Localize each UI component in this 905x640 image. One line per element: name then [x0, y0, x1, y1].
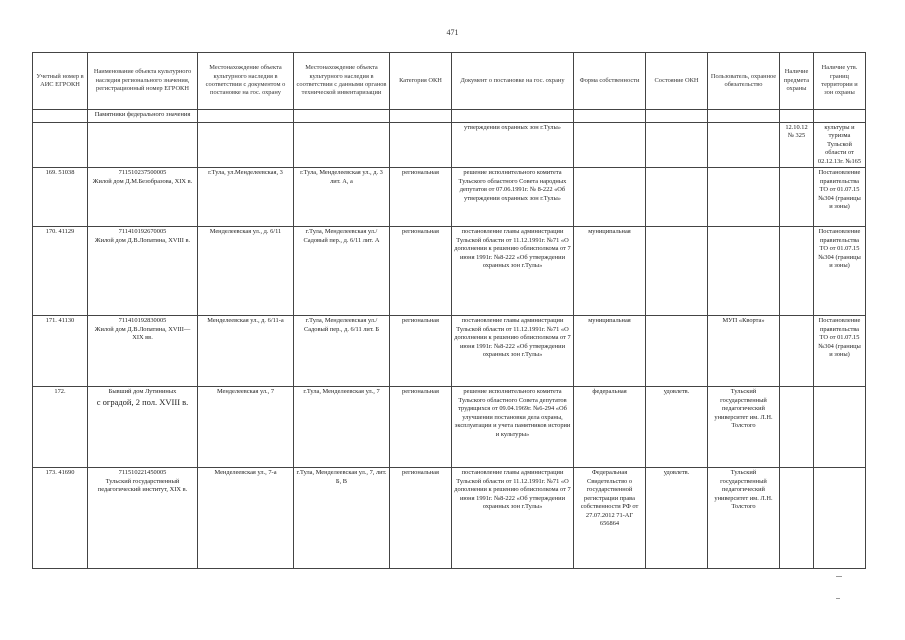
location-doc: г.Тула, ул.Менделеевская, 3	[198, 168, 294, 227]
protection-document: решение исполнительного комитета Тульского областного Совета народных депутатов от 07.06.1991г. № 8-222 «Об утверждении охранных зон г.Тулы»	[452, 168, 574, 227]
state	[646, 316, 708, 387]
row-number-cell	[33, 468, 88, 569]
object-name: Жилой дом Д.М.Безобразова, XIX в.	[92, 177, 193, 185]
row-number: 170.	[45, 228, 57, 236]
object-name: Жилой дом Д.В.Лопатина, XVIII в.	[94, 236, 191, 244]
continuation-boundaries: культуры и туризма Тульской области от 02.12.13г. №165	[814, 123, 866, 168]
row-number-cell	[33, 227, 88, 316]
header-user: Пользователь, охранное обязательство	[708, 53, 780, 110]
section-row	[33, 110, 866, 123]
boundaries: Постановление правительства ТО от 01.07.15 №304 (границы и зоны)	[814, 227, 866, 316]
header-boundaries: Наличие утв. границ территории и зон охраны	[814, 53, 866, 110]
header-location-doc: Местонахождение объекта культурного наследия в соответствии с документом о постановке на гос. охрану	[198, 53, 294, 110]
location-bti: г.Тула, Менделеевская ул./ Садовый пер., д. 6/11 лит. Б	[294, 316, 390, 387]
location-doc: Менделеевская ул., 7	[198, 387, 294, 468]
location-doc: Менделеевская ул., 7-а	[198, 468, 294, 569]
object-name-cell	[88, 227, 198, 316]
object-name-cell	[88, 468, 198, 569]
header-row	[33, 53, 866, 110]
page-number: 471	[446, 28, 459, 37]
category: региональная	[390, 316, 452, 387]
user	[708, 168, 780, 227]
object-name: Жилой дом Д.В.Лопатина, XVIII—XIX вв.	[94, 325, 191, 342]
user: Тульский государственный педагогический университет им. Л.Н. Толстого	[708, 387, 780, 468]
header-ownership: Форма собственности	[574, 53, 646, 110]
protection-subject	[780, 168, 814, 227]
row-number: 173.	[45, 469, 57, 477]
header-protection-document: Документ о постановке на гос. охрану	[452, 53, 574, 110]
user: Тульский государственный педагогический университет им. Л.Н. Толстого	[708, 468, 780, 569]
registration-number: 711410192670005	[118, 228, 167, 236]
row-number: 171.	[45, 317, 57, 325]
boundaries	[814, 468, 866, 569]
object-name: Тульский государственный педагогический институт, XIX в.	[97, 477, 188, 494]
protection-document: решение исполнительного комитета Тульского областного Совета депутатов трудящихся от 09.04.1969г. №6-294 «Об улучшении постановки дела охраны, эксплуатации и учета памятников истории и культуры»	[452, 387, 574, 468]
state: удовлетв.	[646, 468, 708, 569]
header-location-bti: Местонахождение объекта культурного наследия в соответствии с данными органов технической инвентаризации	[294, 53, 390, 110]
registration-number: 711510221450005	[118, 469, 167, 477]
boundaries: Постановление правительства ТО от 01.07.15 №304 (границы и зоны)	[814, 168, 866, 227]
registration-number: 711510237500005	[118, 169, 167, 177]
category: региональная	[390, 468, 452, 569]
location-bti: г.Тула, Менделеевская ул., д. 3 лит. А, а	[294, 168, 390, 227]
state	[646, 227, 708, 316]
ownership: муниципальная	[574, 316, 646, 387]
ais-number: 41690	[58, 469, 75, 477]
row-number: 172.	[54, 388, 66, 396]
ownership: муниципальная	[574, 227, 646, 316]
boundaries: Постановление правительства ТО от 01.07.15 №304 (границы и зоны)	[814, 316, 866, 387]
location-doc: Менделеевская ул., д. 6/11-а	[198, 316, 294, 387]
continuation-row	[33, 123, 866, 168]
continuation-subject: 12.10.12 № 325	[780, 123, 814, 168]
boundaries	[814, 387, 866, 468]
protection-subject	[780, 316, 814, 387]
location-bti: г.Тула, Менделеевская ул./Садовый пер., д. 6/11 лит. А	[294, 227, 390, 316]
protection-document: постановление главы администрации Тульской области от 11.12.1991г. №71 «О дополнении к решению облисполкома от 7 июня 1991г. №8-222 «Об утверждении охранных зон г.Тулы»	[452, 468, 574, 569]
category: региональная	[390, 227, 452, 316]
object-name: Бывший дом Лутининых	[108, 388, 177, 396]
ais-number: 41129	[58, 228, 75, 236]
state	[646, 168, 708, 227]
header-category: Категория ОКН	[390, 53, 452, 110]
continuation-document: утверждении охранных зон г.Тулы»	[452, 123, 574, 168]
user	[708, 227, 780, 316]
header-object-name: Наименование объекта культурного наследия регионального значения, регистрационный номер ЕГРОКН	[88, 53, 198, 110]
scan-mark	[836, 598, 840, 599]
registration-number: 711410192830005	[118, 317, 167, 325]
protection-document: постановление главы администрации Тульской области от 11.12.1991г. №71 «О дополнении к решению облисполкома от 7 июня 1991г. №8-222 «Об утверждении охранных зон г.Тулы»	[452, 227, 574, 316]
protection-document: постановление главы администрации Тульской области от 11.12.1991г. №71 «О дополнении к решению облисполкома от 7 июня 1991г. №8-222 «Об утверждении охранных зон г.Тулы»	[452, 316, 574, 387]
ais-number: 41130	[58, 317, 75, 325]
state: удовлетв.	[646, 387, 708, 468]
row-number: 169.	[45, 169, 57, 177]
protection-subject	[780, 468, 814, 569]
category: региональная	[390, 168, 452, 227]
table-row	[33, 387, 866, 468]
header-protection-subject: Наличие предмета охраны	[780, 53, 814, 110]
row-number-cell	[33, 168, 88, 227]
header-state: Состояние ОКН	[646, 53, 708, 110]
row-number-cell	[33, 387, 88, 468]
ais-number: 51038	[58, 169, 75, 177]
header-ais-number: Учетный номер в АИС ЕГРОКН	[33, 53, 88, 110]
ownership: Федеральная Свидетельство о государственной регистрации права собственности РФ от 27.07.2012 71-АГ 656864	[574, 468, 646, 569]
object-name-extra: с оградой, 2 пол. XVIII в.	[96, 396, 189, 407]
heritage-register-table	[32, 52, 866, 569]
table-row	[33, 316, 866, 387]
section-label: Памятники федерального значения	[88, 110, 198, 123]
location-doc: Менделеевская ул., д. 6/11	[198, 227, 294, 316]
table-row	[33, 468, 866, 569]
protection-subject	[780, 387, 814, 468]
table-row	[33, 168, 866, 227]
location-bti: г.Тула, Менделеевская ул., 7	[294, 387, 390, 468]
ownership: федеральная	[574, 387, 646, 468]
protection-subject	[780, 227, 814, 316]
location-bti: г.Тула, Менделеевская ул., 7, лит. Б, В	[294, 468, 390, 569]
object-name-cell	[88, 316, 198, 387]
object-name-cell	[88, 387, 198, 468]
user: МУП «Кворта»	[708, 316, 780, 387]
object-name-cell	[88, 168, 198, 227]
category: региональная	[390, 387, 452, 468]
scan-mark	[836, 576, 842, 577]
row-number-cell	[33, 316, 88, 387]
ownership	[574, 168, 646, 227]
table-row	[33, 227, 866, 316]
